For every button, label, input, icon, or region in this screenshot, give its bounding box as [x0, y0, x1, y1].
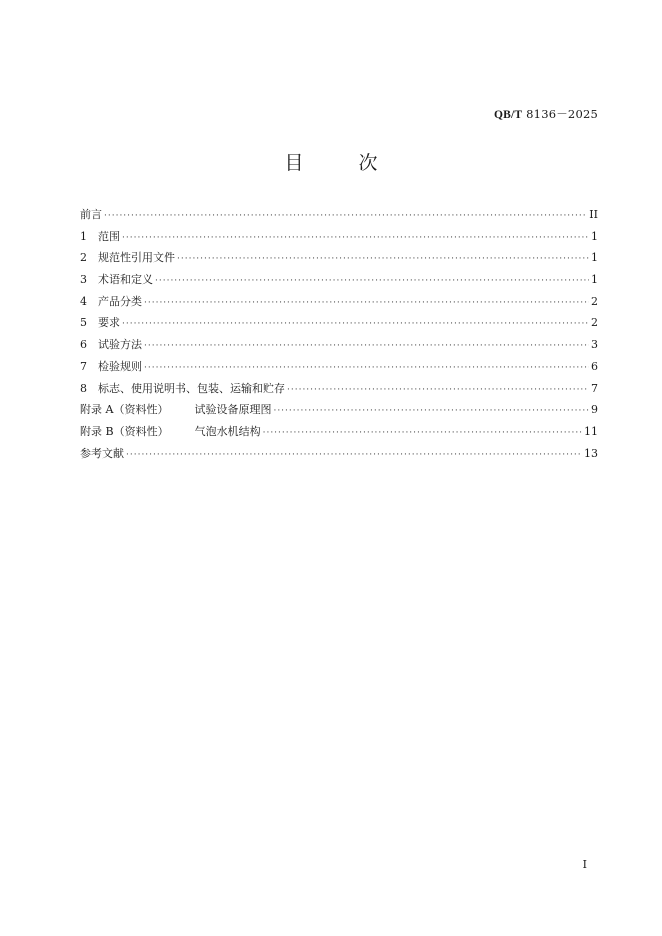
toc-entry-annex-a[interactable]	[80, 399, 598, 421]
toc-leader-dots	[287, 380, 589, 402]
standard-code	[494, 106, 598, 122]
toc-entry-page: 6	[591, 359, 598, 373]
toc-entry-label: 附录 A（资料性）	[80, 403, 169, 417]
toc-leader-dots	[144, 358, 589, 380]
toc-entry-bibliography[interactable]	[80, 443, 598, 465]
page-title: 目 次	[284, 152, 396, 174]
toc-entry-inspection-rules[interactable]	[80, 356, 598, 378]
toc-entry-subtitle: 试验设备原理图	[194, 403, 272, 417]
toc-entry-page: 13	[584, 446, 598, 460]
toc-entry-label: 规范性引用文件	[98, 251, 175, 265]
toc-entry-page: 3	[591, 338, 598, 352]
toc-entry-page: II	[589, 208, 598, 221]
standard-number: 8136－2025	[526, 107, 598, 121]
toc-entry-number: 7	[80, 359, 87, 373]
toc-entry-label: 术语和定义	[98, 273, 153, 287]
toc-entry-marking-packaging[interactable]	[80, 378, 598, 400]
standard-prefix: QB/T	[494, 109, 523, 121]
toc-entry-annex-b[interactable]	[80, 421, 598, 443]
toc-entry-page: 7	[591, 381, 598, 395]
toc-entry-page: 1	[591, 273, 598, 287]
toc-entry-number: 8	[80, 381, 87, 395]
toc-entry-normative-references[interactable]	[80, 247, 598, 269]
toc-entry-terms-definitions[interactable]	[80, 269, 598, 291]
toc-entry-label: 标志、使用说明书、包装、运输和贮存	[98, 381, 285, 395]
page-number: I	[582, 858, 587, 871]
toc-leader-dots	[177, 249, 589, 271]
toc-leader-dots	[155, 271, 589, 293]
toc-entry-number: 2	[80, 251, 87, 265]
toc-entry-page: 1	[591, 251, 598, 265]
toc-entry-label: 参考文献	[80, 446, 124, 460]
toc-entry-page: 11	[584, 424, 598, 438]
toc-entry-number: 5	[80, 316, 87, 330]
toc-entry-foreword[interactable]	[80, 204, 598, 226]
toc-leader-dots	[144, 336, 589, 358]
toc-leader-dots	[263, 423, 582, 445]
toc-entry-number: 3	[80, 273, 87, 287]
toc-entry-scope[interactable]	[80, 226, 598, 248]
toc-leader-dots	[144, 293, 589, 315]
toc-entry-page: 9	[591, 403, 598, 417]
toc-entry-number: 4	[80, 294, 87, 308]
toc-leader-dots	[122, 228, 589, 250]
toc-entry-page: 2	[591, 316, 598, 330]
toc-entry-test-methods[interactable]	[80, 334, 598, 356]
toc-entry-subtitle: 气泡水机结构	[194, 424, 261, 438]
toc-leader-dots	[126, 445, 582, 467]
table-of-contents	[80, 204, 598, 464]
toc-entry-label: 产品分类	[98, 294, 142, 308]
toc-entry-number: 6	[80, 338, 87, 352]
toc-entry-page: 1	[591, 229, 598, 243]
toc-entry-product-classification[interactable]	[80, 291, 598, 313]
toc-leader-dots	[273, 401, 589, 423]
toc-entry-requirements[interactable]	[80, 312, 598, 334]
toc-entry-label: 前言	[80, 208, 102, 221]
toc-leader-dots	[104, 206, 587, 228]
toc-entry-label: 要求	[98, 316, 120, 330]
toc-entry-page: 2	[591, 294, 598, 308]
toc-entry-label: 范围	[98, 229, 120, 243]
toc-entry-label: 检验规则	[98, 359, 142, 373]
toc-entry-label: 试验方法	[98, 338, 142, 352]
toc-entry-label: 附录 B（资料性）	[80, 424, 169, 438]
toc-entry-number: 1	[80, 229, 87, 243]
toc-leader-dots	[122, 314, 589, 336]
